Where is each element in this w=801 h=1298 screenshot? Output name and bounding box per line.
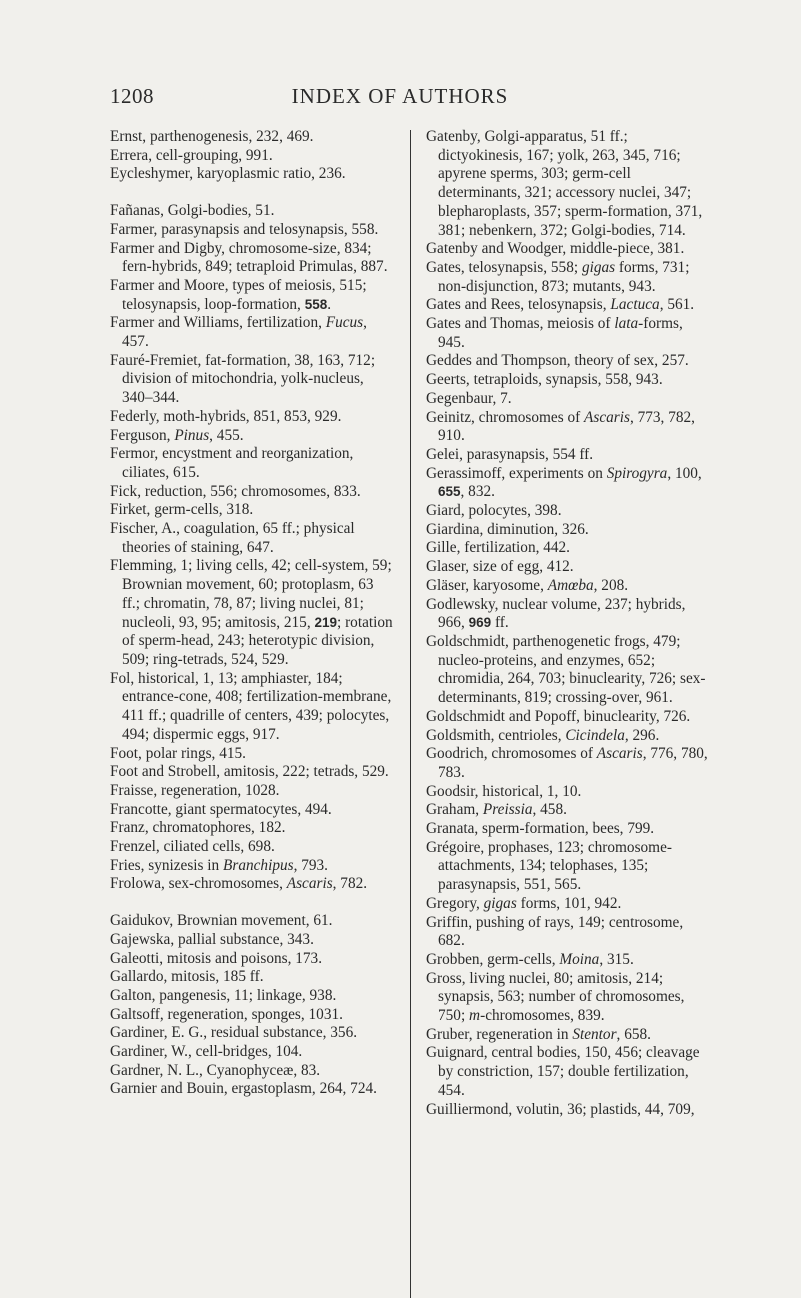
index-entry: Fick, reduction, 556; chromosomes, 833. [110,482,361,500]
index-entry: Frolowa, sex-chromosomes, Ascaris, 782. [110,875,368,893]
index-entry: Geinitz, chromosomes of Ascaris, 773, 782, 910. [426,408,695,445]
index-entry: Goodrich, chromosomes of Ascaris, 776, 780, 783. [426,745,708,781]
index-entry: Guignard, central bodies, 150, 456; cleavage by constriction, 157; double fertilization, 454. [426,1044,700,1099]
index-entry: Goodsir, historical, 1, 10. [426,782,582,800]
index-entry: Franz, chromatophores, 182. [110,819,286,837]
index-entry: Gardiner, E. G., residual substance, 356. [110,1024,358,1042]
index-entry: Farmer and Moore, types of meiosis, 515; telosynapsis, loop-formation, 558. [110,276,367,313]
index-entry: Giardina, diminution, 326. [426,520,589,538]
index-entry: Fraisse, regeneration, 1028. [110,781,280,799]
index-entry: Foot, polar rings, 415. [110,744,246,762]
page-number: 1208 [110,84,154,108]
page-header [110,84,690,116]
index-entry: Gruber, regeneration in Stentor, 658. [426,1025,651,1043]
index-entry: Federly, moth-hybrids, 851, 853, 929. [110,407,342,425]
letter-section-gap [110,184,394,202]
index-entry: Farmer and Williams, fertilization, Fucus, 457. [110,314,367,351]
index-entry: Gross, living nuclei, 80; amitosis, 214; synapsis, 563; number of chromosomes, 750; m-chromosomes, 839. [426,969,685,1025]
index-entry: Gatenby, Golgi-apparatus, 51 ff.; dictyokinesis, 167; yolk, 263, 345, 716; apyrene sperms, 303; germ-cell determinants, 321; accessory nuclei, 347; blepharoplasts, 357; sperm-formation, 371, 381; nebenkern, 372; Golgi-bodies, 714. [426,128,703,239]
column-divider [410,130,411,1298]
index-entry: Grégoire, prophases, 123; chromosome-attachments, 134; telophases, 135; parasynapsis, 551, 565. [426,838,672,894]
index-entry: Frenzel, ciliated cells, 698. [110,838,275,856]
index-entry: Galeotti, mitosis and poisons, 173. [110,949,323,967]
index-entry: Fol, historical, 1, 13; amphiaster, 184; entrance-cone, 408; fertilization-membrane, 411 ff.; quadrille of centers, 439; polocytes, 494; dispermic eggs, 917. [110,669,392,743]
index-entry: Flemming, 1; living cells, 42; cell-system, 59; Brownian movement, 60; protoplasm, 63 ff.; chromatin, 78, 87; living nuclei, 81; nucleoli, 93, 95; amitosis, 215, 219; rotation of sperm-head, 243; heterotypic division, 509; ring-tetrads, 524, 529. [110,557,393,668]
index-entry: Goldschmidt, parthenogenetic frogs, 479; nucleo-proteins, and enzymes, 652; chromidia, 264, 703; binuclearity, 726; sex-determinants, 819; crossing-over, 961. [426,632,706,707]
index-entry: Fries, synizesis in Branchipus, 793. [110,856,328,874]
index-entry: Gaidukov, Brownian movement, 61. [110,912,333,930]
index-entry: Fañanas, Golgi-bodies, 51. [110,202,275,220]
index-entry: Gates, telosynapsis, 558; gigas forms, 731; non-disjunction, 873; mutants, 943. [426,258,690,295]
index-entry: Foot and Strobell, amitosis, 222; tetrads, 529. [110,763,389,781]
index-entry: Godlewsky, nuclear volume, 237; hybrids, 966, 969 ff. [426,595,686,632]
index-entry: Galtsoff, regeneration, sponges, 1031. [110,1005,343,1023]
index-entry: Gardiner, W., cell-bridges, 104. [110,1043,303,1061]
index-entry: Gajewska, pallial substance, 343. [110,930,314,948]
letter-section-gap [110,894,394,912]
index-entry: Eycleshymer, karyoplasmic ratio, 236. [110,165,346,183]
index-entry: Farmer, parasynapsis and telosynapsis, 558. [110,220,379,238]
index-entry: Ferguson, Pinus, 455. [110,426,244,444]
index-entry: Guilliermond, volutin, 36; plastids, 44, 709, [426,1100,695,1118]
index-entry: Gerassimoff, experiments on Spirogyra, 100, 655, 832. [426,464,702,501]
index-entry: Errera, cell-grouping, 991. [110,146,273,164]
index-entry: Graham, Preissia, 458. [426,801,567,819]
index-entry: Goldschmidt and Popoff, binuclearity, 726. [426,707,691,725]
index-entry: Grobben, germ-cells, Moina, 315. [426,950,634,968]
running-head: INDEX OF AUTHORS [291,84,509,108]
index-entry: Farmer and Digby, chromosome-size, 834; fern-hybrids, 849; tetraploid Primulas, 887. [110,239,388,276]
index-entry: Geerts, tetraploids, synapsis, 558, 943. [426,371,663,389]
index-entry: Gardner, N. L., Cyanophyceæ, 83. [110,1061,321,1079]
index-entry: Firket, germ-cells, 318. [110,501,254,519]
index-entry: Glaser, size of egg, 412. [426,558,574,576]
index-entry: Francotte, giant spermatocytes, 494. [110,800,332,818]
index-entry: Gatenby and Woodger, middle-piece, 381. [426,240,685,258]
index-entry: Galton, pangenesis, 11; linkage, 938. [110,986,337,1004]
index-entry: Fischer, A., coagulation, 65 ff.; physical theories of staining, 647. [110,520,355,556]
index-entry: Fermor, encystment and reorganization, ciliates, 615. [110,445,354,481]
index-entry: Gates and Rees, telosynapsis, Lactuca, 561. [426,296,695,314]
index-entry: Gelei, parasynapsis, 554 ff. [426,445,594,463]
index-entry: Ernst, parthenogenesis, 232, 469. [110,128,314,145]
index-entry: Granata, sperm-formation, bees, 799. [426,820,655,838]
index-entry: Gläser, karyosome, Amœba, 208. [426,576,629,594]
index-entry: Gates and Thomas, meiosis of lata-forms, 945. [426,315,683,351]
index-entry: Garnier and Bouin, ergastoplasm, 264, 724. [110,1080,377,1098]
index-entry: Goldsmith, centrioles, Cicindela, 296. [426,726,660,744]
left-column [110,128,394,1099]
index-entry: Gregory, gigas forms, 101, 942. [426,894,622,912]
right-column [426,128,708,1119]
index-entry: Geddes and Thompson, theory of sex, 257. [426,352,689,370]
index-entry: Gallardo, mitosis, 185 ff. [110,968,264,986]
index-entry: Gille, fertilization, 442. [426,539,571,557]
index-entry: Griffin, pushing of rays, 149; centrosome, 682. [426,913,684,950]
index-entry: Gegenbaur, 7. [426,389,512,407]
index-entry: Fauré-Fremiet, fat-formation, 38, 163, 712; division of mitochondria, yolk-nucleus, 340–344. [110,351,376,407]
index-entry: Giard, polocytes, 398. [426,502,562,520]
